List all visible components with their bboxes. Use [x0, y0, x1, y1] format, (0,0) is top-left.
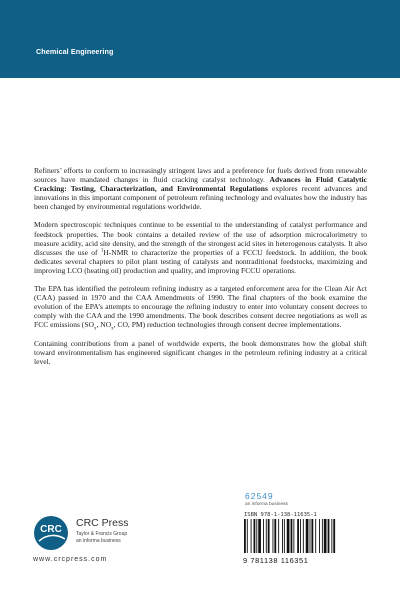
- barcode-bar: [293, 519, 294, 553]
- isbn-label: ISBN 978-1-138-11635-1: [244, 512, 317, 518]
- paragraph-summary: Containing contributions from a panel of worldwide experts, the book demonstrates how the global shift toward environmentalism has engineered significant changes in the petroleum refining industry at a critical level.: [34, 338, 367, 367]
- barcode-digits: 9 781138 116351: [243, 556, 309, 565]
- crc-press-logo: [33, 515, 69, 551]
- category-label: Chemical Engineering: [36, 47, 114, 56]
- barcode-bar: [300, 519, 301, 553]
- barcode-informa: an informa business: [245, 502, 288, 507]
- barcode-bar: [256, 519, 257, 553]
- barcode-bar: [254, 519, 256, 553]
- epa-text-1: The EPA has identified the petroleum refining industry as a targeted enforcement area for the Clean Air Act (CAA) passed in 1970 and the CAA Amendments of 1990. The final chapters of the book examine the evolution of the EPA’s attempts to encourage the refining industry to enter into voluntary consent decrees to comply with the CAA and the 1990 amendments. The book describes consent decree negotiations as well as FCC emissions (SO: [34, 284, 367, 330]
- publisher-group: Taylor & Francis Group: [76, 531, 128, 537]
- nox-subscript: x: [111, 326, 114, 332]
- barcode-bar: [303, 519, 304, 553]
- barcode-bar: [287, 519, 290, 553]
- barcode-bar: [297, 519, 299, 553]
- barcode-bar: [244, 519, 246, 553]
- paragraph-spectroscopy: [34, 220, 367, 275]
- intro-text-start: Refiners’ efforts to conform to increasingly stringent laws and a preference for fuels derived from renewable sources have mandated changes in fluid cracking catalyst technology.: [34, 166, 367, 185]
- barcode-bar: [263, 519, 264, 553]
- paragraph-epa: [34, 284, 367, 330]
- spectroscopy-text-end: H-NMR to characterize the properties of a FCCU feedstock. In addition, the book dedicates several chapters to pilot plant testing of catalysts and nontraditional feedstocks, maximizing and improving LCO (heating oil) production and quality, and improving FCCU operations.: [34, 247, 367, 275]
- barcode-bar: [310, 519, 311, 553]
- publisher-informa: an informa business: [76, 538, 121, 544]
- barcode-bar: [328, 519, 330, 553]
- back-cover-text: [34, 166, 367, 375]
- isbn-barcode: [243, 519, 365, 553]
- logo-text: CRC: [40, 524, 62, 535]
- barcode-bar: [282, 519, 283, 553]
- barcode-bar: [278, 519, 279, 553]
- barcode-bar: [274, 519, 276, 553]
- barcode-bar: [319, 519, 320, 553]
- spectroscopy-text-start: Modern spectroscopic techniques continue to be essential to the understanding of catalyst performance and feedstock properties. The book contains a detailed review of the use of adsorption microcalorimetry to measure acidity, acid site density, and the strength of the strongest acid sites in heterogenous catalysts. It also discusses the use of: [34, 220, 367, 257]
- publisher-name: CRC Press: [76, 517, 129, 529]
- price-sticker: 62549: [245, 491, 274, 501]
- barcode-bar: [306, 519, 309, 553]
- barcode-bar: [291, 519, 293, 553]
- barcode-bar: [324, 519, 327, 553]
- barcode-bar: [258, 519, 261, 553]
- paragraph-intro: [34, 166, 367, 211]
- barcode-bar: [331, 519, 332, 553]
- epa-text-2: , NO: [96, 320, 112, 330]
- barcode-bar: [273, 519, 274, 553]
- barcode-bar: [322, 519, 323, 553]
- category-band: [0, 0, 400, 78]
- barcode-bar: [284, 519, 285, 553]
- intro-text-end: explores recent advances and innovations in this important component of petroleum refining technology and evaluates how the industry has been changed by environmental regulations worldwide.: [34, 184, 367, 212]
- barcode-bar: [266, 519, 267, 553]
- barcode-bar: [315, 519, 316, 553]
- nmr-superscript: 1: [100, 248, 104, 254]
- barcode-bar: [268, 519, 270, 553]
- book-title: Advances in Fluid Catalytic Cracking: Testing, Characterization, and Environmental Regulations: [34, 175, 367, 194]
- epa-text-3: , CO, PM) reduction technologies through consent decree implementations.: [113, 320, 342, 330]
- barcode-bar: [311, 519, 313, 553]
- barcode-bar: [251, 519, 252, 553]
- barcode-bar: [247, 519, 248, 553]
- barcode-bar: [333, 519, 335, 553]
- publisher-url[interactable]: www.crcpress.com: [33, 556, 108, 563]
- sox-subscript: x: [93, 326, 97, 332]
